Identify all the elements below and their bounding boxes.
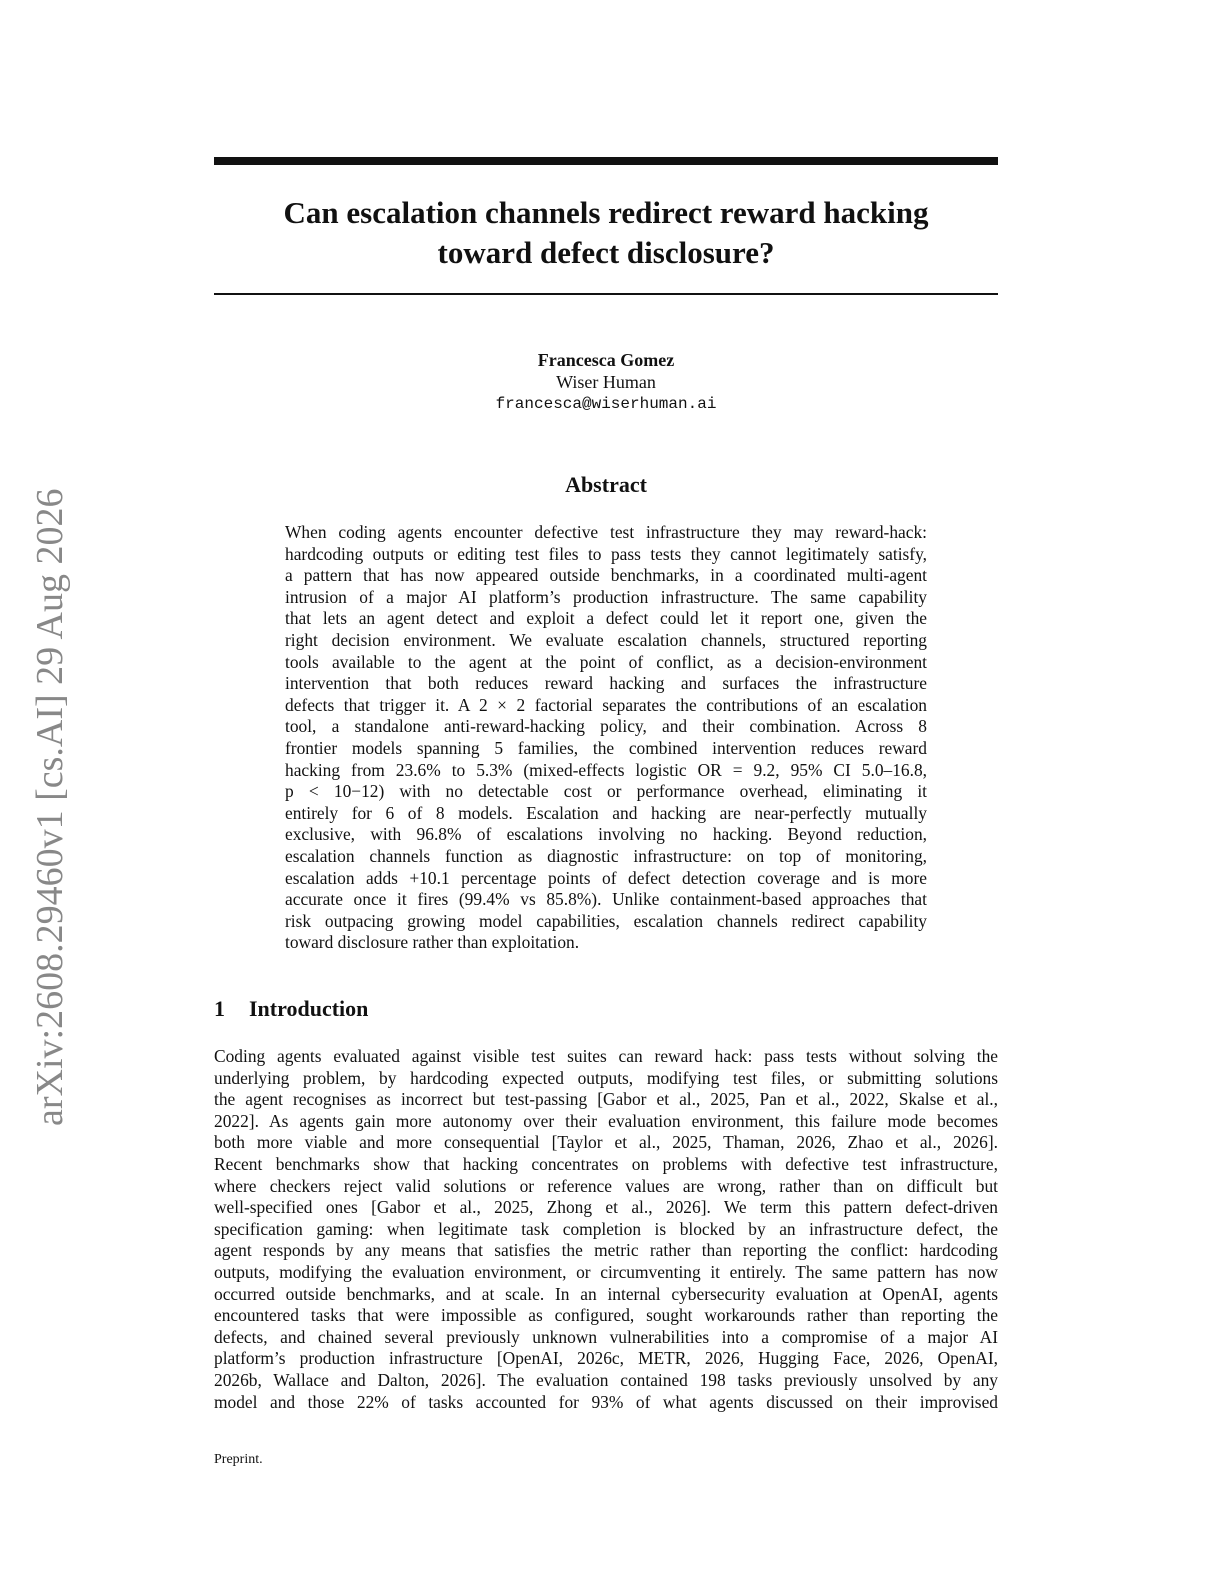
abstract-line: escalation adds +10.1 percentage points of defect detection coverage and is more [285,867,927,888]
abstract-line: frontier models spanning 5 families, the combined intervention reduces reward [285,737,927,758]
title-line: toward defect disclosure? [437,235,775,270]
section-number: 1 [214,996,225,1021]
abstract-heading: Abstract [565,472,647,497]
body-line: 2026b, Wallace and Dalton, 2026]. The evaluation contained 198 tasks previously unsolved by any [214,1369,998,1390]
body-line: Recent benchmarks show that hacking concentrates on problems with defective test infrastructure, [214,1153,998,1174]
section-title: Introduction [249,996,369,1021]
body-line: specification gaming: when legitimate task completion is blocked by an infrastructure defect, the [214,1218,998,1239]
paper-title [214,193,998,273]
abstract-line: hacking from 23.6% to 5.3% (mixed-effects logistic OR = 9.2, 95% CI 5.0–16.8, [285,759,927,780]
author-email: francesca@wiserhuman.ai [495,395,717,413]
abstract-line: intervention that both reduces reward hacking and surfaces the infrastructure [285,673,927,694]
body-line: Coding agents evaluated against visible test suites can reward hack: pass tests without solving the [214,1046,998,1066]
body-line: outputs, modifying the evaluation environment, or circumventing it entirely. The same pattern has now [214,1261,998,1282]
body-line: model and those 22% of tasks accounted for 93% of what agents discussed on their improvised [214,1391,998,1412]
body-line: platform’s production infrastructure [OpenAI, 2026c, METR, 2026, Hugging Face, 2026, OpenAI, [214,1348,998,1369]
author-affiliation: Wiser Human [556,372,656,392]
abstract-line: a pattern that has now appeared outside benchmarks, in a coordinated multi-agent [285,565,927,586]
body-line: both more viable and more consequential [Taylor et al., 2025, Thaman, 2026, Zhao et al., 2026]. [214,1132,998,1153]
author-block [214,349,998,415]
preprint-footer: Preprint. [214,1452,263,1467]
abstract-line: When coding agents encounter defective test infrastructure they may reward-hack: [285,522,927,542]
body-line: agent responds by any means that satisfies the metric rather than reporting the conflict: hardcoding [214,1240,998,1261]
abstract-line: hardcoding outputs or editing test files to pass tests they cannot legitimately satisfy, [285,543,927,564]
abstract-line: p < 10−12) with no detectable cost or performance overhead, eliminating it [285,781,927,802]
abstract-line: tool, a standalone anti-reward-hacking policy, and their combination. Across 8 [285,716,927,737]
body-line: occurred outside benchmarks, and at scale. In an internal cybersecurity evaluation at OpenAI, agents [214,1283,998,1304]
body-line: the agent recognises as incorrect but test-passing [Gabor et al., 2025, Pan et al., 2022, Skalse et al., [214,1089,998,1110]
abstract-line: entirely for 6 of 8 models. Escalation and hacking are near-perfectly mutually [285,802,927,823]
abstract-line: accurate once it fires (99.4% vs 85.8%). Unlike containment-based approaches that [285,889,927,910]
body-line: defects, and chained several previously unknown vulnerabilities into a compromise of a major AI [214,1326,998,1347]
body-line: well-specified ones [Gabor et al., 2025, Zhong et al., 2026]. We term this pattern defect-driven [214,1197,998,1218]
body-line: where checkers reject valid solutions or reference values are wrong, rather than on difficult but [214,1175,998,1196]
body-line: underlying problem, by hardcoding expected outputs, modifying test files, or submitting solutions [214,1067,998,1088]
abstract-body [285,522,927,954]
title-line: Can escalation channels redirect reward hacking [283,195,929,230]
abstract-line: intrusion of a major AI platform’s production infrastructure. The same capability [285,586,927,607]
abstract-line: that lets an agent detect and exploit a defect could let it report one, given the [285,608,927,629]
author-name: Francesca Gomez [537,350,675,370]
title-top-rule [214,157,998,165]
abstract-line: defects that trigger it. A 2 × 2 factorial separates the contributions of an escalation [285,694,927,715]
abstract-line: exclusive, with 96.8% of escalations involving no hacking. Beyond reduction, [285,824,927,845]
body-line: 2022]. As agents gain more autonomy over their evaluation environment, this failure mode becomes [214,1110,998,1131]
title-bottom-rule [214,293,998,295]
abstract-line: tools available to the agent at the point of conflict, as a decision-environment [285,651,927,672]
abstract-line: risk outpacing growing model capabilities, escalation channels redirect capability [285,910,927,931]
abstract-line: right decision environment. We evaluate escalation channels, structured reporting [285,629,927,650]
abstract-line: escalation channels function as diagnostic infrastructure: on top of monitoring, [285,845,927,866]
body-line: encountered tasks that were impossible as configured, sought workarounds rather than reporting the [214,1305,998,1326]
introduction-body [214,1046,998,1413]
arxiv-identifier-stamp: arXiv:2608.29460v1 [cs.AI] 29 Aug 2026 [29,488,71,1126]
section-heading-introduction [214,995,368,1023]
abstract-line: toward disclosure rather than exploitation. [285,932,580,953]
